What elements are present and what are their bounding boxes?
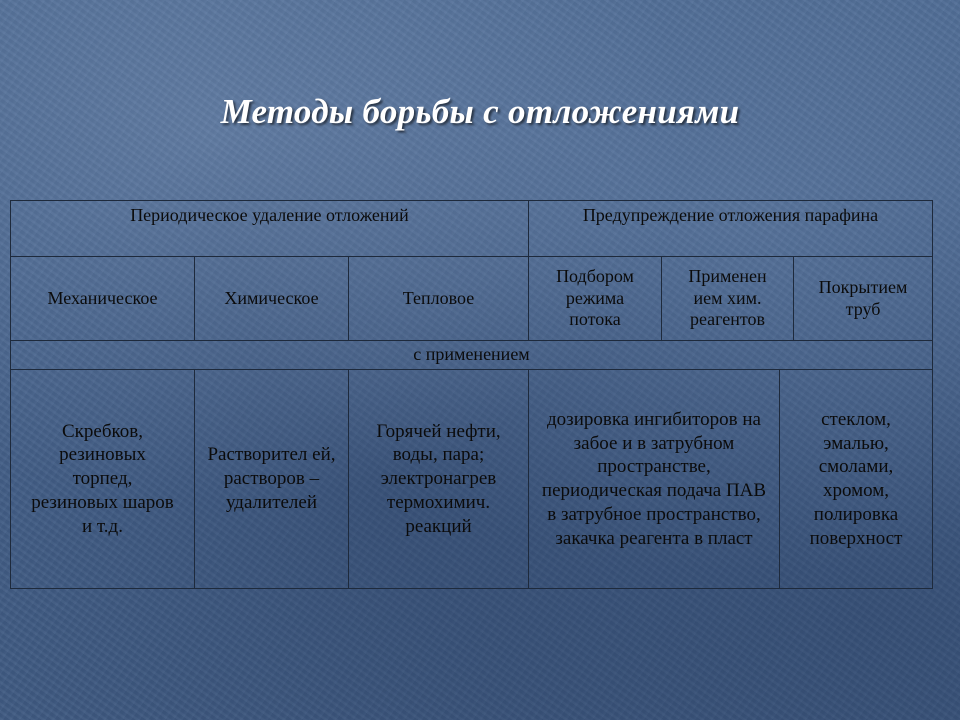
detail-inhibitors: дозировка ингибиторов на забое и в затрубном пространстве, периодическая подача ПАВ в затрубное пространство, закачка реагента в пласт [528,369,780,589]
method-thermal: Тепловое [348,256,529,341]
detail-mechanical: Скребков, резиновых торпед, резиновых шаров и т.д. [10,369,195,589]
using-row: с применением [10,340,933,370]
detail-chemical: Растворител ей, растворов – удалителей [194,369,349,589]
method-chem-reagents: Применен ием хим. реагентов [661,256,794,341]
header-periodic-removal: Периодическое удаление отложений [10,200,529,257]
method-pipe-coating: Покрытием труб [793,256,933,341]
detail-thermal: Горячей нефти, воды, пара; электронагрев термохимич. реакций [348,369,529,589]
detail-coating: стеклом, эмалью, смолами, хромом, полировка поверхност [779,369,933,589]
method-mechanical: Механическое [10,256,195,341]
method-chemical: Химическое [194,256,349,341]
method-flow-mode: Подбором режима потока [528,256,662,341]
header-prevention: Предупреждение отложения парафина [528,200,933,257]
slide-title: Методы борьбы с отложениями [220,92,740,131]
